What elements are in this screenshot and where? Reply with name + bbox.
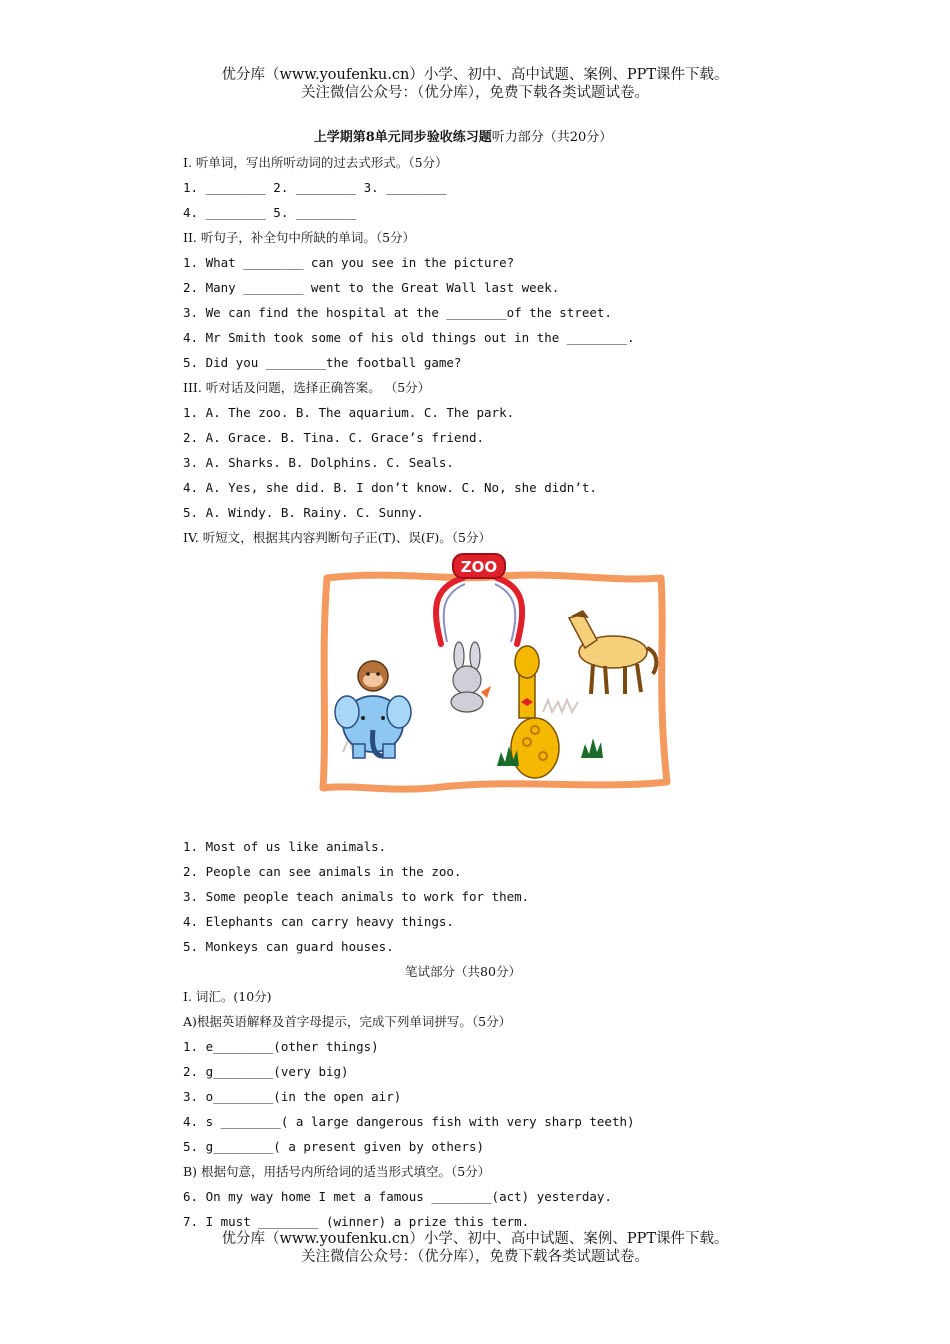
part-a-item: 1. e________(other things) — [183, 1039, 379, 1054]
section-2-item: 5. Did you ________the football game? — [183, 355, 462, 370]
worksheet-title — [183, 126, 743, 150]
section-4-heading: IV. 听短文，根据其内容判断句子正(T)、误(F)。（5分） — [183, 530, 491, 545]
section-2-item: 3. We can find the hospital at the ________of the street. — [183, 305, 612, 320]
page-header — [0, 66, 950, 102]
section-3-heading: III. 听对话及问题，选择正确答案。 （5分） — [183, 380, 431, 395]
section-4-item: 5. Monkeys can guard houses. — [183, 939, 394, 954]
section-3-item: 4. A. Yes, she did. B. I don’t know. C. No, she didn’t. — [183, 480, 597, 495]
section-2-item: 2. Many ________ went to the Great Wall last week. — [183, 280, 560, 295]
vocab-heading: I. 词汇。(10分) — [183, 989, 272, 1004]
elephant-icon — [335, 696, 411, 758]
header-line-2: 关注微信公众号：（优分库），免费下载各类试题试卷。 — [301, 85, 649, 101]
part-b-item: 7. I must ________ (winner) a prize this term. — [183, 1214, 530, 1229]
monkey-icon — [358, 661, 388, 691]
part-a-heading: A)根据英语解释及首字母提示，完成下列单词拼写。（5分） — [183, 1014, 512, 1029]
section-1-heading: I. 听单词，写出所听动词的过去式形式。（5分） — [183, 155, 448, 170]
horse-icon — [569, 610, 656, 694]
section-2-item: 1. What ________ can you see in the picture? — [183, 255, 515, 270]
worksheet — [183, 126, 743, 1234]
section-4-item: 3. Some people teach animals to work for them. — [183, 889, 530, 904]
section-2-heading: II. 听句子，补全句中所缺的单词。（5分） — [183, 230, 416, 245]
page-footer — [0, 1230, 950, 1266]
written-section-title: 笔试部分（共80分） — [405, 964, 521, 979]
part-b-item: 6. On my way home I met a famous ________(act) yesterday. — [183, 1189, 612, 1204]
grass — [543, 700, 578, 712]
section-1-row-2: 4. ________ 5. ________ — [183, 205, 357, 220]
zoo-illustration — [183, 550, 743, 812]
part-a-item: 2. g________(very big) — [183, 1064, 349, 1079]
title-unit: 上学期第8单元同步验收练习题 — [313, 130, 492, 145]
footer-line-1: 优分库（www.youfenku.cn）小学、初中、高中试题、案例、PPT课件下载。 — [221, 1231, 729, 1247]
section-2-item: 4. Mr Smith took some of his old things out in the ________. — [183, 330, 635, 345]
section-3-item: 2. A. Grace. B. Tina. C. Grace’s friend. — [183, 430, 485, 445]
section-4-item: 2. People can see animals in the zoo. — [183, 864, 462, 879]
zoo-arch-inner — [444, 584, 516, 642]
section-1-row-1: 1. ________ 2. ________ 3. ________ — [183, 180, 447, 195]
section-4-item: 4. Elephants can carry heavy things. — [183, 914, 454, 929]
title-section: 听力部分（共20分） — [491, 130, 613, 145]
rabbit-icon — [451, 642, 491, 712]
part-b-heading: B) 根据句意，用括号内所给词的适当形式填空。（5分） — [183, 1164, 491, 1179]
section-3-item: 3. A. Sharks. B. Dolphins. C. Seals. — [183, 455, 454, 470]
zoo-sign-text: ZOO — [460, 558, 498, 576]
section-4-item: 1. Most of us like animals. — [183, 839, 387, 854]
header-line-1: 优分库（www.youfenku.cn）小学、初中、高中试题、案例、PPT课件下载。 — [221, 67, 729, 83]
part-a-item: 3. o________(in the open air) — [183, 1089, 402, 1104]
zoo-arch — [436, 578, 522, 644]
part-a-item: 4. s ________( a large dangerous fish with very sharp teeth) — [183, 1114, 635, 1129]
part-a-item: 5. g________( a present given by others) — [183, 1139, 485, 1154]
spacer — [183, 812, 743, 834]
section-3-item: 5. A. Windy. B. Rainy. C. Sunny. — [183, 505, 424, 520]
section-3-item: 1. A. The zoo. B. The aquarium. C. The park. — [183, 405, 515, 420]
zoo-drawing — [313, 552, 673, 806]
footer-line-2: 关注微信公众号：（优分库），免费下载各类试题试卷。 — [301, 1249, 649, 1265]
